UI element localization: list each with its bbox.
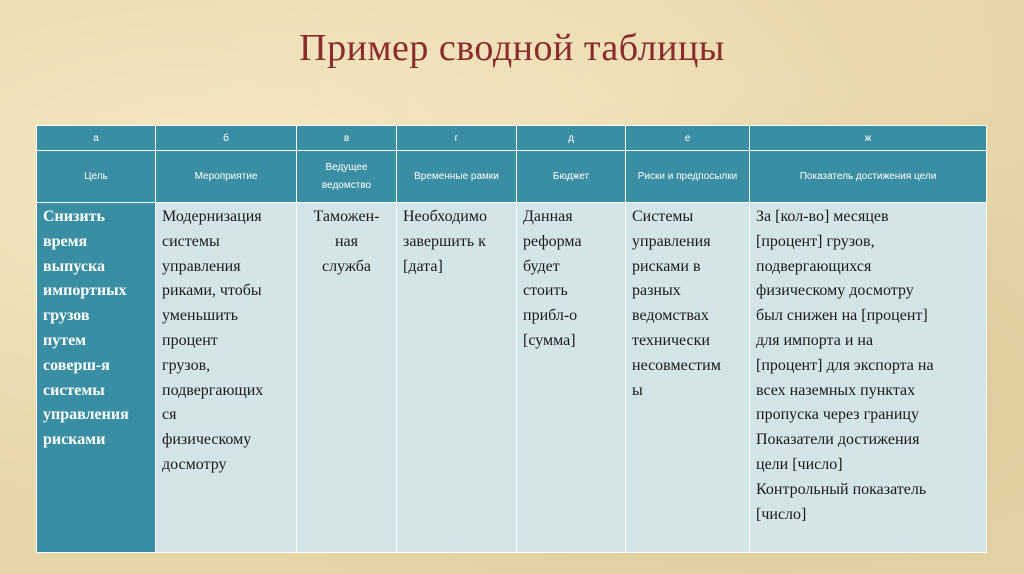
column-letter-row [37, 126, 987, 151]
column-header-row [37, 151, 987, 203]
agency-cell: Таможен- ная служба [297, 203, 397, 553]
column-letter: б [156, 126, 297, 151]
column-header-goal: Цель [37, 151, 156, 203]
column-header-timeframe: Временные рамки [397, 151, 517, 203]
goal-cell: Снизить время выпуска импортных грузов путем соверш-я системы управления рисками [37, 203, 156, 553]
timeframe-cell: Необходимо завершить к [дата] [397, 203, 517, 553]
table-row [37, 203, 987, 553]
slide-title: Пример сводной таблицы [299, 27, 725, 69]
column-header-budget: Бюджет [517, 151, 626, 203]
column-letter: д [517, 126, 626, 151]
indicator-cell: За [кол-во] месяцев [процент] грузов, подвергающихся физическому досмотру был снижен на [процент] для импорта и на [процент] для экспорта на всех наземных пунктах пропуска через границу Показатели достижения цели [число] Контрольный показатель [число] [750, 203, 987, 553]
column-header-measure: Мероприятие [156, 151, 297, 203]
summary-table [36, 125, 987, 553]
column-header-agency: Ведущее ведомство [297, 151, 397, 203]
column-letter: в [297, 126, 397, 151]
column-letter: г [397, 126, 517, 151]
column-letter: е [626, 126, 750, 151]
column-letter: а [37, 126, 156, 151]
column-header-indicator: Показатель достижения цели [750, 151, 987, 203]
measure-cell: Модернизация системы управления риками, чтобы уменьшить процент грузов, подвергающих ся физическому досмотру [156, 203, 297, 553]
budget-cell: Данная реформа будет стоить прибл-о [сумма] [517, 203, 626, 553]
risks-cell: Системы управления рисками в разных ведомствах технически несовместим ы [626, 203, 750, 553]
column-header-risks: Риски и предпосылки [626, 151, 750, 203]
column-letter: ж [750, 126, 987, 151]
